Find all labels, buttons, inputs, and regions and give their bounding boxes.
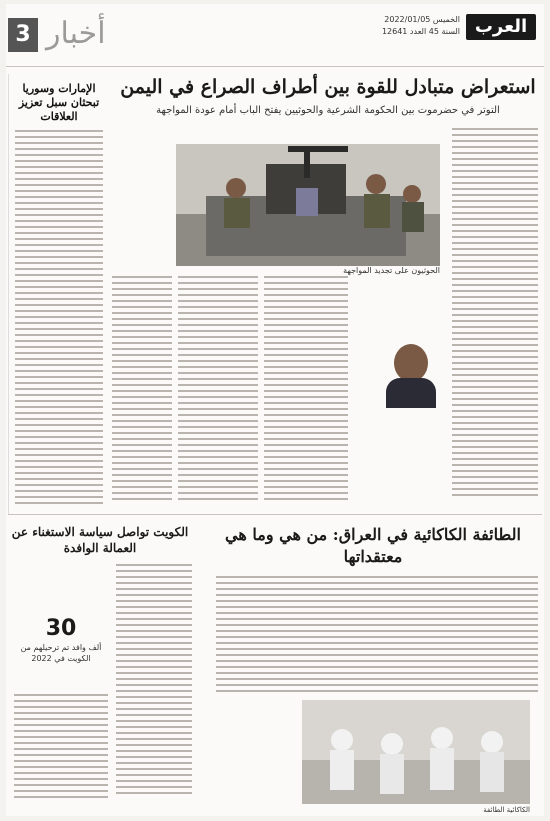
newspaper-logo: العرب — [466, 14, 536, 40]
iraq-photo-caption: الكاكائية الطائفة — [483, 806, 530, 814]
issue-number: السنة 45 العدد 12641 — [381, 27, 460, 36]
author-portrait — [380, 344, 442, 454]
lead-photo — [176, 144, 440, 266]
fact-text: ألف وافد تم ترحيلهم من الكويت في 2022 — [20, 643, 102, 663]
lead-body-column-4 — [112, 276, 172, 504]
lead-photo-caption: الحوثيون على تجديد المواجهة — [343, 266, 440, 275]
section-divider — [8, 514, 542, 515]
kuwait-headline: الكويت تواصل سياسة الاستغناء عن العمالة الوافدة — [11, 525, 189, 555]
kuwait-factbox — [14, 616, 108, 680]
lead-body-column-1 — [452, 128, 538, 500]
portrait-face — [394, 344, 428, 382]
sidebar-article — [8, 74, 109, 514]
portrait-body — [386, 378, 436, 408]
iraq-photo — [302, 700, 530, 804]
soldiers-photo — [176, 144, 440, 266]
clerics-photo — [302, 700, 530, 804]
page-number: 3 — [8, 18, 38, 52]
issue-info — [382, 14, 460, 38]
lead-headline: استعراض متبادل للقوة بين أطراف الصراع في اليمن — [120, 76, 536, 98]
kuwait-body-column-2 — [14, 694, 108, 802]
iraq-headline: الطائفة الكاكائية في العراق: من هي وما هي معتقداتها — [225, 525, 521, 566]
masthead — [6, 8, 544, 67]
issue-date: الخميس 2022/01/05 — [384, 15, 460, 24]
section-title: أخبار — [46, 16, 106, 51]
lead-subhead: التوتر في حضرموت بين الحكومة الشرعية والحوثيين يفتح الباب أمام عودة المواجهة — [156, 105, 500, 116]
fact-number: 30 — [45, 616, 77, 641]
kuwait-body-column-1 — [116, 564, 192, 798]
sidebar-body-text — [15, 130, 103, 504]
lead-body-column-3 — [178, 276, 258, 504]
sidebar-headline: الإمارات وسوريا تبحثان سبل تعزيز العلاقات — [18, 82, 100, 123]
newspaper-page — [6, 4, 544, 816]
iraq-body-text — [216, 576, 538, 696]
lead-body-column-2 — [264, 276, 348, 504]
